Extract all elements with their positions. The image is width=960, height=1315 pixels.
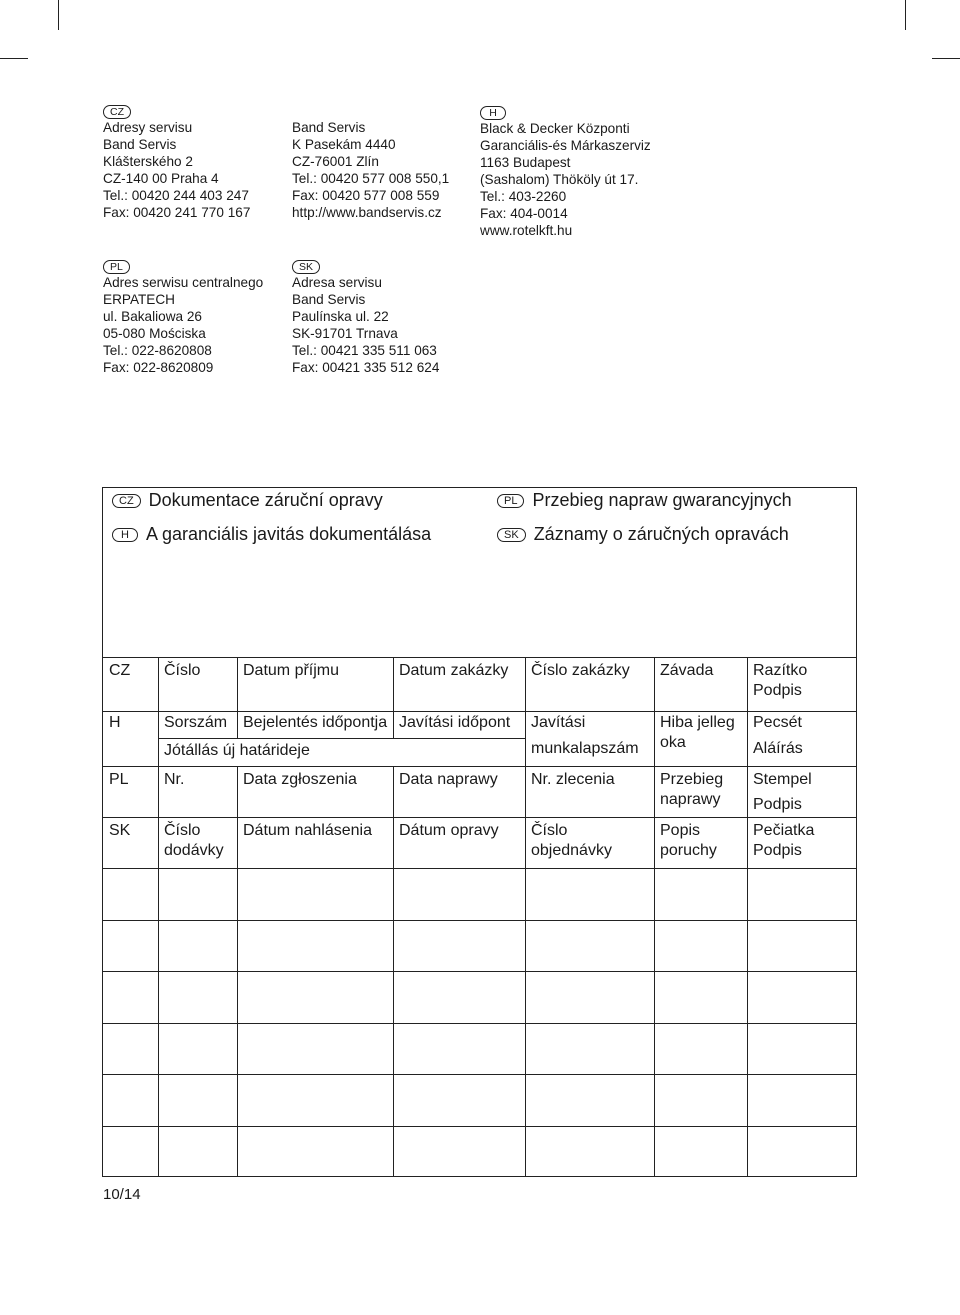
contact-line: Tel.: 403-2260 bbox=[480, 189, 567, 204]
country-badge-sk: SK bbox=[497, 528, 526, 542]
contact-line: ERPATECH bbox=[103, 292, 176, 307]
cell-defect: oka bbox=[660, 734, 686, 751]
cell-stamp: Pecsét bbox=[753, 714, 802, 731]
contact-line: Tel.: 00420 577 008 550,1 bbox=[292, 171, 450, 186]
contact-line: CZ-140 00 Praha 4 bbox=[103, 171, 219, 186]
table-column-rule bbox=[237, 657, 238, 738]
cell-received-date: Bejelentés időpontja bbox=[243, 714, 388, 731]
table-column-rule bbox=[393, 766, 394, 1176]
contact-line: Tel.: 00420 244 403 247 bbox=[103, 188, 249, 203]
cell-received-date: Datum příjmu bbox=[243, 662, 340, 679]
crop-mark bbox=[932, 58, 960, 59]
table-subrule bbox=[159, 738, 525, 739]
cell-defect: Hiba jelleg bbox=[660, 714, 735, 731]
table-rule bbox=[102, 657, 857, 658]
cell-order-date: Javítási időpont bbox=[399, 714, 511, 731]
cell-order-number: Nr. zlecenia bbox=[531, 771, 615, 788]
header-text: Dokumentace záruční opravy bbox=[148, 490, 383, 510]
cell-stamp: Stempel bbox=[753, 771, 812, 788]
cell-signature: Podpis bbox=[753, 796, 802, 813]
header-cz bbox=[112, 489, 383, 511]
contact-line: Klášterského 2 bbox=[103, 154, 193, 169]
contact-line: CZ-76001 Zlín bbox=[292, 154, 379, 169]
crop-mark bbox=[58, 0, 59, 30]
table-column-rule bbox=[393, 657, 394, 738]
contact-line: Band Servis bbox=[292, 120, 366, 135]
table-rule bbox=[102, 920, 857, 921]
row-lang-sk: SK bbox=[109, 822, 131, 839]
contact-cz-zlin bbox=[292, 119, 449, 221]
cell-number: Číslo bbox=[164, 662, 201, 679]
contact-line: Fax: 00421 335 512 624 bbox=[292, 360, 440, 375]
contact-line: Adresa servisu bbox=[292, 275, 382, 290]
contact-line: Black & Decker Központi bbox=[480, 121, 630, 136]
contact-line: Adresy servisu bbox=[103, 120, 193, 135]
contact-line: http://www.bandservis.cz bbox=[292, 205, 442, 220]
contact-line: Band Servis bbox=[292, 292, 366, 307]
contact-line: Band Servis bbox=[103, 137, 177, 152]
contact-line: (Sashalom) Thököly út 17. bbox=[480, 172, 639, 187]
cell-order-date: Dátum opravy bbox=[399, 822, 499, 839]
cell-defect: naprawy bbox=[660, 791, 721, 808]
cell-defect: poruchy bbox=[660, 842, 717, 859]
cell-signature: Podpis bbox=[753, 682, 802, 699]
contact-line: www.rotelkft.hu bbox=[480, 223, 573, 238]
country-badge-sk: SK bbox=[292, 260, 320, 274]
cell-warranty-deadline: Jótállás új határideje bbox=[164, 742, 310, 759]
table-rule bbox=[102, 1126, 857, 1127]
header-pl bbox=[497, 489, 792, 511]
table-rule bbox=[102, 817, 857, 818]
country-badge-cz: CZ bbox=[112, 494, 141, 508]
table-column-rule bbox=[747, 657, 748, 1176]
crop-mark bbox=[0, 58, 28, 59]
header-text: Záznamy o záručných opravách bbox=[533, 524, 789, 544]
contact-line: ul. Bakaliowa 26 bbox=[103, 309, 202, 324]
cell-defect: Závada bbox=[660, 662, 714, 679]
contact-line: 1163 Budapest bbox=[480, 155, 571, 170]
contact-line: Tel.: 022-8620808 bbox=[103, 343, 212, 358]
header-text: A garanciális javitás dokumentálása bbox=[146, 524, 432, 544]
contact-line: Fax: 00420 241 770 167 bbox=[103, 205, 251, 220]
row-lang-h: H bbox=[109, 714, 121, 731]
cell-number: Číslo bbox=[164, 822, 201, 839]
table-rule bbox=[102, 868, 857, 869]
contact-line: Tel.: 00421 335 511 063 bbox=[292, 343, 437, 358]
country-badge-pl: PL bbox=[497, 494, 524, 508]
header-text: Przebieg napraw gwarancyjnych bbox=[532, 490, 792, 510]
table-column-rule bbox=[158, 657, 159, 1176]
contact-line: K Pasekám 4440 bbox=[292, 137, 396, 152]
contact-line: 05-080 Mościska bbox=[103, 326, 206, 341]
contact-pl bbox=[103, 257, 263, 376]
cell-number: dodávky bbox=[164, 842, 224, 859]
cell-number: Sorszám bbox=[164, 714, 228, 731]
crop-mark bbox=[905, 0, 906, 30]
cell-number: Nr. bbox=[164, 771, 185, 788]
country-badge-cz: CZ bbox=[103, 105, 131, 119]
contact-line: Adres serwisu centralnego bbox=[103, 275, 264, 290]
country-badge-h: H bbox=[112, 528, 138, 542]
contact-h bbox=[480, 103, 651, 239]
table-column-rule bbox=[237, 766, 238, 1176]
contact-line: Garanciális-és Márkaszerviz bbox=[480, 138, 651, 153]
header-h bbox=[112, 523, 431, 545]
contact-line: Fax: 022-8620809 bbox=[103, 360, 214, 375]
cell-received-date: Dátum nahlásenia bbox=[243, 822, 372, 839]
table-rule bbox=[102, 1074, 857, 1075]
cell-order-number: Javítási bbox=[531, 714, 586, 731]
contact-cz bbox=[103, 102, 250, 221]
cell-stamp: Razítko bbox=[753, 662, 808, 679]
country-badge-pl: PL bbox=[103, 260, 130, 274]
contact-sk bbox=[292, 257, 439, 376]
cell-order-number: Číslo zakázky bbox=[531, 662, 630, 679]
contact-line: Paulínska ul. 22 bbox=[292, 309, 389, 324]
table-rule bbox=[102, 711, 857, 712]
table-column-rule bbox=[525, 657, 526, 1176]
page-number: 10/14 bbox=[103, 1186, 141, 1203]
contact-line: Fax: 404-0014 bbox=[480, 206, 568, 221]
cell-stamp: Pečiatka bbox=[753, 822, 815, 839]
header-sk bbox=[497, 523, 789, 545]
cell-order-number: munkalapszám bbox=[531, 740, 639, 757]
row-lang-cz: CZ bbox=[109, 662, 131, 679]
cell-order-number: objednávky bbox=[531, 842, 612, 859]
contact-line: SK-91701 Trnava bbox=[292, 326, 398, 341]
cell-order-date: Datum zakázky bbox=[399, 662, 509, 679]
row-lang-pl: PL bbox=[109, 771, 129, 788]
cell-order-date: Data naprawy bbox=[399, 771, 498, 788]
contact-line: Fax: 00420 577 008 559 bbox=[292, 188, 440, 203]
table-rule bbox=[102, 1023, 857, 1024]
cell-defect: Przebieg bbox=[660, 771, 724, 788]
cell-signature: Podpis bbox=[753, 842, 802, 859]
cell-signature: Aláírás bbox=[753, 740, 803, 757]
table-rule bbox=[102, 766, 857, 767]
cell-received-date: Data zgłoszenia bbox=[243, 771, 357, 788]
table-rule bbox=[102, 971, 857, 972]
cell-defect: Popis bbox=[660, 822, 701, 839]
table-column-rule bbox=[654, 657, 655, 1176]
cell-order-number: Číslo bbox=[531, 822, 568, 839]
country-badge-h: H bbox=[480, 106, 506, 120]
